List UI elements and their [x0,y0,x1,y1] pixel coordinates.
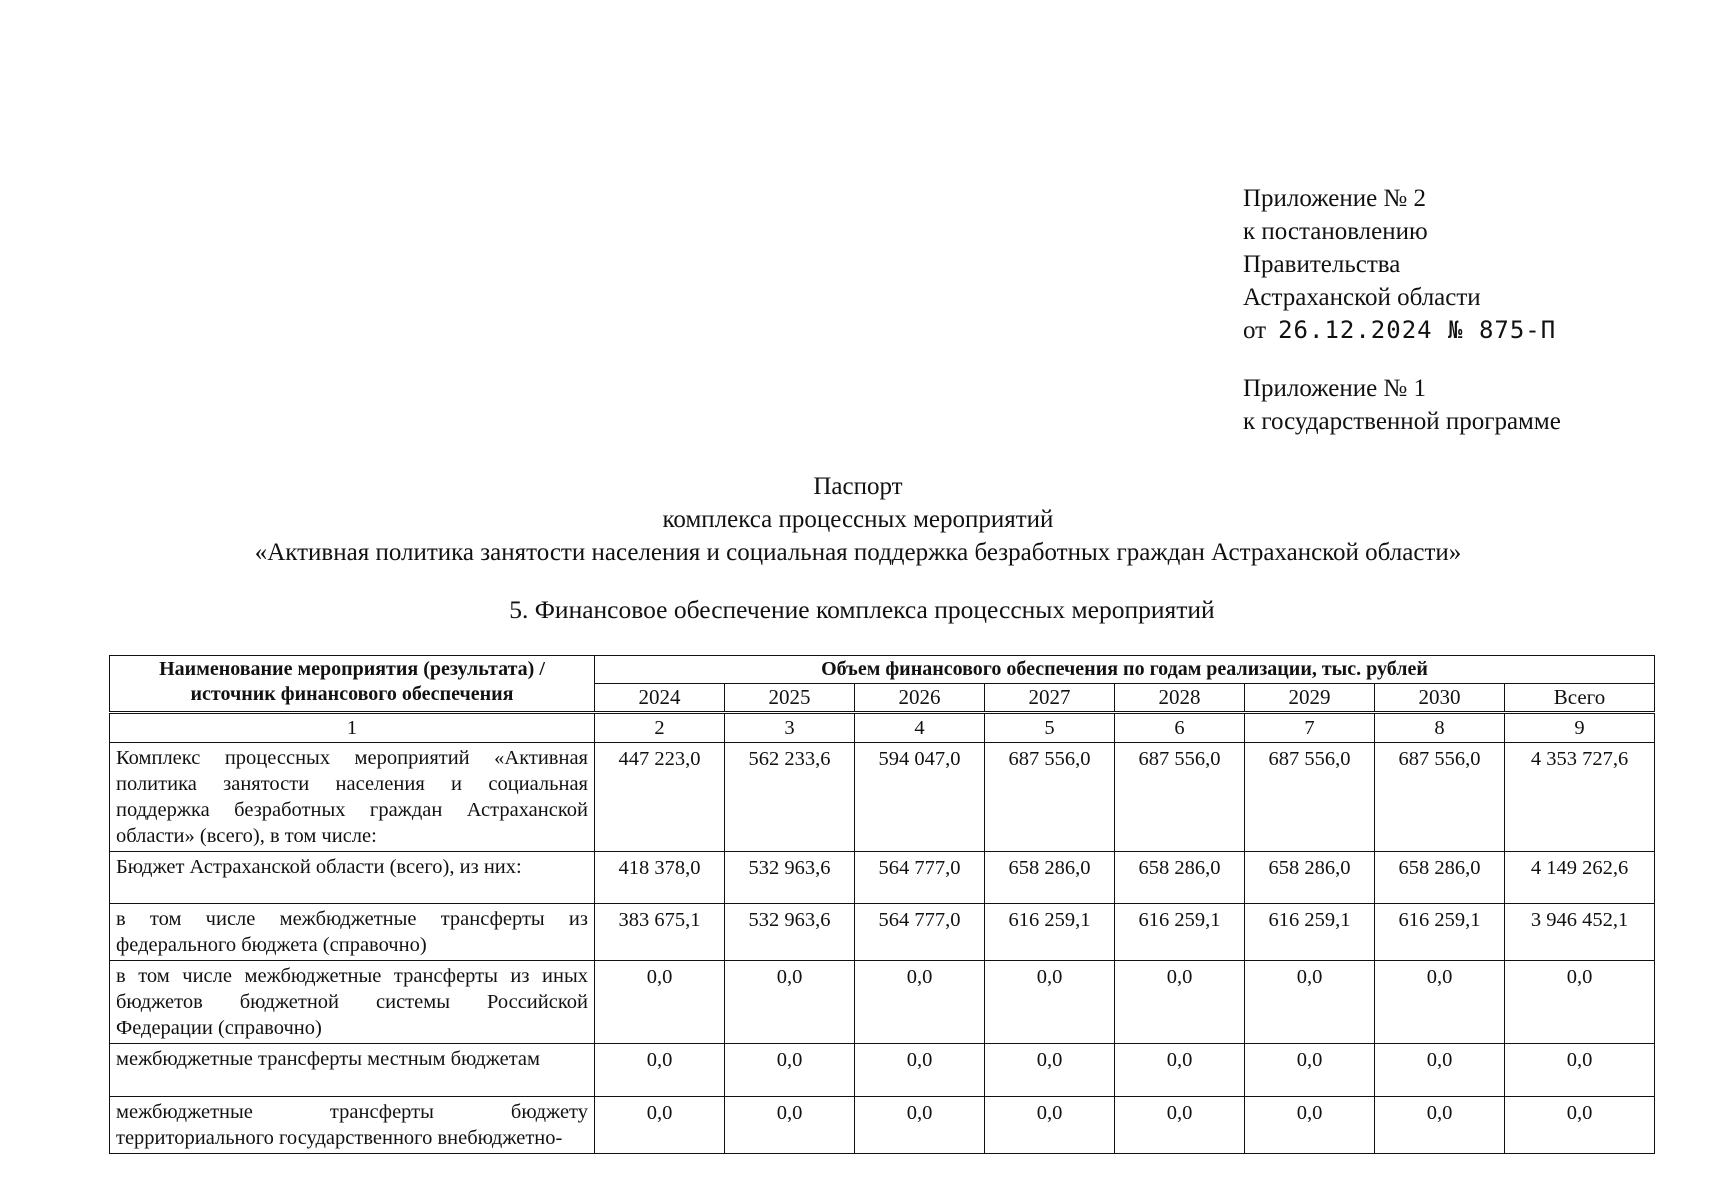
year-header: 2029 [1245,684,1375,713]
row-value: 616 259,1 [1245,904,1375,961]
row-total: 4 149 262,6 [1505,852,1655,904]
table-row [110,1097,1655,1154]
row-value: 564 777,0 [855,904,985,961]
row-name: Бюджет Астраханской области (всего), из них: [110,852,595,904]
header-volume: Объем финансового обеспечения по годам реализации, тыс. рублей [595,656,1655,684]
row-value: 616 259,1 [985,904,1115,961]
table-row [110,743,1655,852]
row-value: 0,0 [1115,1044,1245,1097]
row-value: 0,0 [725,1044,855,1097]
row-value: 0,0 [595,1097,725,1154]
row-name: в том числе межбюджетные трансферты из иных бюджетов бюджетной системы Российской Федерации (справочно) [110,961,595,1044]
column-number: 3 [725,713,855,743]
title-line-3: «Активная политика занятости населения и социальная поддержка безработных граждан Астраханской области» [254,539,1462,566]
row-value: 0,0 [855,1097,985,1154]
date-number: 26.12.2024 № 875-П [1278,316,1557,344]
table-row [110,904,1655,961]
year-header: 2024 [595,684,725,713]
appendix-block [1243,182,1561,438]
section-title: 5. Финансовое обеспечение комплекса процессных мероприятий [509,595,1215,624]
year-header: 2026 [855,684,985,713]
row-value: 0,0 [595,1044,725,1097]
year-header: 2027 [985,684,1115,713]
table-row [110,961,1655,1044]
row-value: 0,0 [855,961,985,1044]
row-total: 0,0 [1505,961,1655,1044]
table-row [110,1044,1655,1097]
year-header: 2030 [1375,684,1505,713]
row-name: Комплекс процессных мероприятий «Активная политика занятости населения и социальная поддержка безработных граждан Астраханской области» (всего), в том числе: [110,743,595,852]
row-value: 687 556,0 [985,743,1115,852]
row-value: 0,0 [985,1044,1115,1097]
row-value: 0,0 [595,961,725,1044]
row-value: 564 777,0 [855,852,985,904]
appendix-line: Правительства [1243,251,1401,278]
column-number: 7 [1245,713,1375,743]
row-value: 658 286,0 [1375,852,1505,904]
row-value: 532 963,6 [725,904,855,961]
row-value: 447 223,0 [595,743,725,852]
column-number: 9 [1505,713,1655,743]
year-header: 2025 [725,684,855,713]
row-value: 0,0 [725,961,855,1044]
column-number: 2 [595,713,725,743]
row-name: межбюджетные трансферты местным бюджетам [110,1044,595,1097]
row-value: 0,0 [1245,961,1375,1044]
row-value: 418 378,0 [595,852,725,904]
row-value: 658 286,0 [985,852,1115,904]
row-value: 0,0 [855,1044,985,1097]
row-value: 616 259,1 [1115,904,1245,961]
row-value: 0,0 [985,1097,1115,1154]
row-total: 0,0 [1505,1097,1655,1154]
date-prefix: от [1243,317,1267,344]
column-numbers-row [110,713,1655,743]
total-header: Всего [1505,684,1655,713]
column-number: 8 [1375,713,1505,743]
row-name: в том числе межбюджетные трансферты из федерального бюджета (справочно) [110,904,595,961]
title-line-2: комплекса процессных мероприятий [662,506,1054,533]
row-value: 0,0 [1245,1044,1375,1097]
row-value: 616 259,1 [1375,904,1505,961]
year-header: 2028 [1115,684,1245,713]
appendix-date-line [1243,314,1561,347]
row-value: 0,0 [1375,961,1505,1044]
appendix-line: к государственной программе [1243,408,1561,435]
row-value: 383 675,1 [595,904,725,961]
appendix-line: Приложение № 1 [1243,375,1427,402]
row-name: межбюджетные трансферты бюджету территориального государственного внебюджетно- [110,1097,595,1154]
appendix-line: Приложение № 2 [1243,185,1427,212]
appendix-line: к постановлению [1243,218,1428,245]
column-number: 1 [110,713,595,743]
row-value: 658 286,0 [1115,852,1245,904]
row-total: 3 946 452,1 [1505,904,1655,961]
row-value: 687 556,0 [1245,743,1375,852]
column-number: 4 [855,713,985,743]
row-value: 532 963,6 [725,852,855,904]
row-value: 658 286,0 [1245,852,1375,904]
row-value: 562 233,6 [725,743,855,852]
row-value: 0,0 [1375,1097,1505,1154]
row-value: 0,0 [1245,1097,1375,1154]
row-total: 0,0 [1505,1044,1655,1097]
row-value: 0,0 [985,961,1115,1044]
title-line-1: Паспорт [813,473,903,500]
row-value: 0,0 [1115,961,1245,1044]
row-value: 0,0 [725,1097,855,1154]
row-value: 0,0 [1115,1097,1245,1154]
row-value: 594 047,0 [855,743,985,852]
row-value: 0,0 [1375,1044,1505,1097]
document-title [0,470,1716,569]
appendix-line: Астраханской области [1243,284,1481,311]
financing-table [109,655,1655,1154]
column-number: 5 [985,713,1115,743]
header-name: Наименование мероприятия (результата) / источник финансового обеспечения [110,656,595,713]
row-value: 687 556,0 [1375,743,1505,852]
table-row [110,852,1655,904]
column-number: 6 [1115,713,1245,743]
row-value: 687 556,0 [1115,743,1245,852]
row-total: 4 353 727,6 [1505,743,1655,852]
